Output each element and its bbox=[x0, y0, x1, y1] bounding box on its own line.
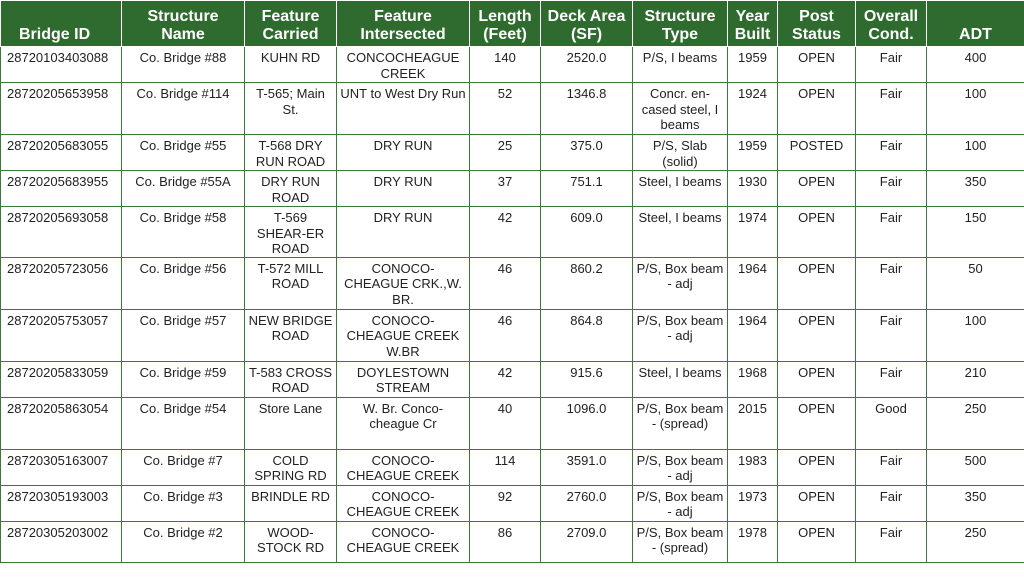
cell-year-built: 1968 bbox=[728, 361, 778, 397]
cell-overall-cond: Good bbox=[856, 397, 927, 449]
cell-post-status: OPEN bbox=[778, 521, 856, 562]
cell-post-status: OPEN bbox=[778, 47, 856, 83]
cell-feature-intersected: CONOCO-CHEAGUE CREEK bbox=[337, 449, 470, 485]
cell-length: 46 bbox=[470, 257, 541, 309]
cell-adt: 350 bbox=[927, 171, 1024, 207]
cell-overall-cond: Fair bbox=[856, 309, 927, 361]
cell-year-built: 1983 bbox=[728, 449, 778, 485]
cell-bridge-id: 28720205723056 bbox=[1, 257, 122, 309]
cell-adt: 250 bbox=[927, 397, 1024, 449]
cell-post-status: OPEN bbox=[778, 83, 856, 135]
cell-adt: 250 bbox=[927, 521, 1024, 562]
cell-length: 86 bbox=[470, 521, 541, 562]
cell-feature-intersected: CONOCO-CHEAGUE CRK.,W. BR. bbox=[337, 257, 470, 309]
cell-adt: 50 bbox=[927, 257, 1024, 309]
cell-overall-cond: Fair bbox=[856, 485, 927, 521]
cell-overall-cond: Fair bbox=[856, 47, 927, 83]
table-row bbox=[1, 171, 1024, 207]
cell-feature-intersected: CONCOCHEAGUE CREEK bbox=[337, 47, 470, 83]
cell-overall-cond: Fair bbox=[856, 135, 927, 171]
cell-feature-carried: WOOD-STOCK RD bbox=[245, 521, 337, 562]
cell-structure-type: Steel, I beams bbox=[633, 207, 728, 258]
cell-structure-type: Steel, I beams bbox=[633, 361, 728, 397]
table-row bbox=[1, 485, 1024, 521]
header-deck-area: Deck Area (SF) bbox=[541, 1, 633, 47]
cell-length: 37 bbox=[470, 171, 541, 207]
cell-adt: 400 bbox=[927, 47, 1024, 83]
header-feature-carried: Feature Carried bbox=[245, 1, 337, 47]
cell-length: 42 bbox=[470, 361, 541, 397]
cell-bridge-id: 28720205863054 bbox=[1, 397, 122, 449]
cell-bridge-id: 28720305193003 bbox=[1, 485, 122, 521]
cell-feature-carried: NEW BRIDGE ROAD bbox=[245, 309, 337, 361]
cell-structure-type: Steel, I beams bbox=[633, 171, 728, 207]
cell-post-status: OPEN bbox=[778, 207, 856, 258]
cell-year-built: 1959 bbox=[728, 135, 778, 171]
cell-structure-name: Co. Bridge #57 bbox=[122, 309, 245, 361]
cell-overall-cond: Fair bbox=[856, 257, 927, 309]
cell-post-status: OPEN bbox=[778, 257, 856, 309]
cell-deck-area: 1346.8 bbox=[541, 83, 633, 135]
cell-length: 92 bbox=[470, 485, 541, 521]
cell-adt: 500 bbox=[927, 449, 1024, 485]
cell-adt: 350 bbox=[927, 485, 1024, 521]
cell-structure-type: P/S, Box beam - adj bbox=[633, 485, 728, 521]
cell-length: 140 bbox=[470, 47, 541, 83]
cell-length: 114 bbox=[470, 449, 541, 485]
header-row bbox=[1, 1, 1024, 47]
cell-deck-area: 3591.0 bbox=[541, 449, 633, 485]
cell-structure-name: Co. Bridge #3 bbox=[122, 485, 245, 521]
cell-feature-carried: BRINDLE RD bbox=[245, 485, 337, 521]
cell-post-status: OPEN bbox=[778, 309, 856, 361]
cell-deck-area: 915.6 bbox=[541, 361, 633, 397]
header-year-built: Year Built bbox=[728, 1, 778, 47]
cell-structure-type: P/S, Box beam - (spread) bbox=[633, 521, 728, 562]
cell-year-built: 1974 bbox=[728, 207, 778, 258]
cell-overall-cond: Fair bbox=[856, 521, 927, 562]
cell-length: 25 bbox=[470, 135, 541, 171]
cell-adt: 100 bbox=[927, 83, 1024, 135]
header-structure-name: Structure Name bbox=[122, 1, 245, 47]
cell-feature-carried: T-572 MILL ROAD bbox=[245, 257, 337, 309]
cell-post-status: OPEN bbox=[778, 361, 856, 397]
cell-length: 52 bbox=[470, 83, 541, 135]
cell-deck-area: 2520.0 bbox=[541, 47, 633, 83]
cell-structure-name: Co. Bridge #59 bbox=[122, 361, 245, 397]
cell-overall-cond: Fair bbox=[856, 207, 927, 258]
cell-deck-area: 2709.0 bbox=[541, 521, 633, 562]
table-row bbox=[1, 449, 1024, 485]
cell-bridge-id: 28720205653958 bbox=[1, 83, 122, 135]
table-body bbox=[1, 47, 1024, 563]
cell-adt: 100 bbox=[927, 309, 1024, 361]
cell-feature-carried: T-569 SHEAR-ER ROAD bbox=[245, 207, 337, 258]
header-overall-cond: Overall Cond. bbox=[856, 1, 927, 47]
cell-structure-name: Co. Bridge #58 bbox=[122, 207, 245, 258]
table-row bbox=[1, 309, 1024, 361]
cell-feature-intersected: UNT to West Dry Run bbox=[337, 83, 470, 135]
cell-feature-intersected: CONOCO-CHEAGUE CREEK bbox=[337, 521, 470, 562]
header-adt: ADT bbox=[927, 1, 1024, 47]
table-row bbox=[1, 521, 1024, 562]
header-length: Length (Feet) bbox=[470, 1, 541, 47]
cell-bridge-id: 28720205683055 bbox=[1, 135, 122, 171]
cell-feature-carried: COLD SPRING RD bbox=[245, 449, 337, 485]
cell-structure-type: P/S, I beams bbox=[633, 47, 728, 83]
cell-bridge-id: 28720305163007 bbox=[1, 449, 122, 485]
cell-year-built: 1930 bbox=[728, 171, 778, 207]
table-row bbox=[1, 361, 1024, 397]
header-bridge-id: Bridge ID bbox=[1, 1, 122, 47]
cell-deck-area: 2760.0 bbox=[541, 485, 633, 521]
header-feature-intersected: Feature Intersected bbox=[337, 1, 470, 47]
cell-length: 46 bbox=[470, 309, 541, 361]
cell-year-built: 1973 bbox=[728, 485, 778, 521]
cell-structure-name: Co. Bridge #7 bbox=[122, 449, 245, 485]
cell-feature-intersected: DOYLESTOWN STREAM bbox=[337, 361, 470, 397]
cell-structure-name: Co. Bridge #55 bbox=[122, 135, 245, 171]
cell-adt: 210 bbox=[927, 361, 1024, 397]
cell-feature-carried: T-568 DRY RUN ROAD bbox=[245, 135, 337, 171]
header-post-status: Post Status bbox=[778, 1, 856, 47]
cell-year-built: 1964 bbox=[728, 257, 778, 309]
cell-structure-type: Concr. en-cased steel, I beams bbox=[633, 83, 728, 135]
cell-feature-carried: T-583 CROSS ROAD bbox=[245, 361, 337, 397]
cell-structure-type: P/S, Box beam - (spread) bbox=[633, 397, 728, 449]
cell-post-status: OPEN bbox=[778, 397, 856, 449]
table-row bbox=[1, 207, 1024, 258]
table-row bbox=[1, 83, 1024, 135]
cell-structure-type: P/S, Slab (solid) bbox=[633, 135, 728, 171]
cell-feature-intersected: CONOCO-CHEAGUE CREEK W.BR bbox=[337, 309, 470, 361]
cell-bridge-id: 28720305203002 bbox=[1, 521, 122, 562]
cell-year-built: 2015 bbox=[728, 397, 778, 449]
cell-structure-name: Co. Bridge #56 bbox=[122, 257, 245, 309]
cell-feature-carried: KUHN RD bbox=[245, 47, 337, 83]
cell-structure-name: Co. Bridge #88 bbox=[122, 47, 245, 83]
cell-post-status: POSTED bbox=[778, 135, 856, 171]
cell-feature-carried: T-565; Main St. bbox=[245, 83, 337, 135]
cell-adt: 150 bbox=[927, 207, 1024, 258]
header-structure-type: Structure Type bbox=[633, 1, 728, 47]
cell-feature-intersected: DRY RUN bbox=[337, 171, 470, 207]
cell-length: 40 bbox=[470, 397, 541, 449]
cell-year-built: 1978 bbox=[728, 521, 778, 562]
cell-structure-type: P/S, Box beam - adj bbox=[633, 257, 728, 309]
cell-overall-cond: Fair bbox=[856, 83, 927, 135]
cell-length: 42 bbox=[470, 207, 541, 258]
cell-feature-intersected: W. Br. Conco-cheague Cr bbox=[337, 397, 470, 449]
cell-structure-name: Co. Bridge #55A bbox=[122, 171, 245, 207]
table-row bbox=[1, 135, 1024, 171]
cell-overall-cond: Fair bbox=[856, 361, 927, 397]
cell-deck-area: 1096.0 bbox=[541, 397, 633, 449]
cell-feature-intersected: DRY RUN bbox=[337, 135, 470, 171]
table-row bbox=[1, 397, 1024, 449]
table-row bbox=[1, 47, 1024, 83]
cell-structure-name: Co. Bridge #2 bbox=[122, 521, 245, 562]
cell-feature-carried: DRY RUN ROAD bbox=[245, 171, 337, 207]
cell-structure-type: P/S, Box beam - adj bbox=[633, 449, 728, 485]
cell-deck-area: 609.0 bbox=[541, 207, 633, 258]
cell-post-status: OPEN bbox=[778, 449, 856, 485]
cell-bridge-id: 28720205833059 bbox=[1, 361, 122, 397]
cell-adt: 100 bbox=[927, 135, 1024, 171]
cell-year-built: 1964 bbox=[728, 309, 778, 361]
cell-overall-cond: Fair bbox=[856, 171, 927, 207]
cell-post-status: OPEN bbox=[778, 485, 856, 521]
cell-post-status: OPEN bbox=[778, 171, 856, 207]
cell-structure-name: Co. Bridge #54 bbox=[122, 397, 245, 449]
cell-feature-intersected: DRY RUN bbox=[337, 207, 470, 258]
cell-structure-name: Co. Bridge #114 bbox=[122, 83, 245, 135]
cell-bridge-id: 28720103403088 bbox=[1, 47, 122, 83]
cell-feature-carried: Store Lane bbox=[245, 397, 337, 449]
cell-bridge-id: 28720205753057 bbox=[1, 309, 122, 361]
table-row bbox=[1, 257, 1024, 309]
cell-deck-area: 751.1 bbox=[541, 171, 633, 207]
cell-feature-intersected: CONOCO-CHEAGUE CREEK bbox=[337, 485, 470, 521]
cell-deck-area: 375.0 bbox=[541, 135, 633, 171]
cell-overall-cond: Fair bbox=[856, 449, 927, 485]
cell-bridge-id: 28720205693058 bbox=[1, 207, 122, 258]
cell-bridge-id: 28720205683955 bbox=[1, 171, 122, 207]
cell-year-built: 1924 bbox=[728, 83, 778, 135]
cell-structure-type: P/S, Box beam - adj bbox=[633, 309, 728, 361]
cell-year-built: 1959 bbox=[728, 47, 778, 83]
cell-deck-area: 860.2 bbox=[541, 257, 633, 309]
cell-deck-area: 864.8 bbox=[541, 309, 633, 361]
